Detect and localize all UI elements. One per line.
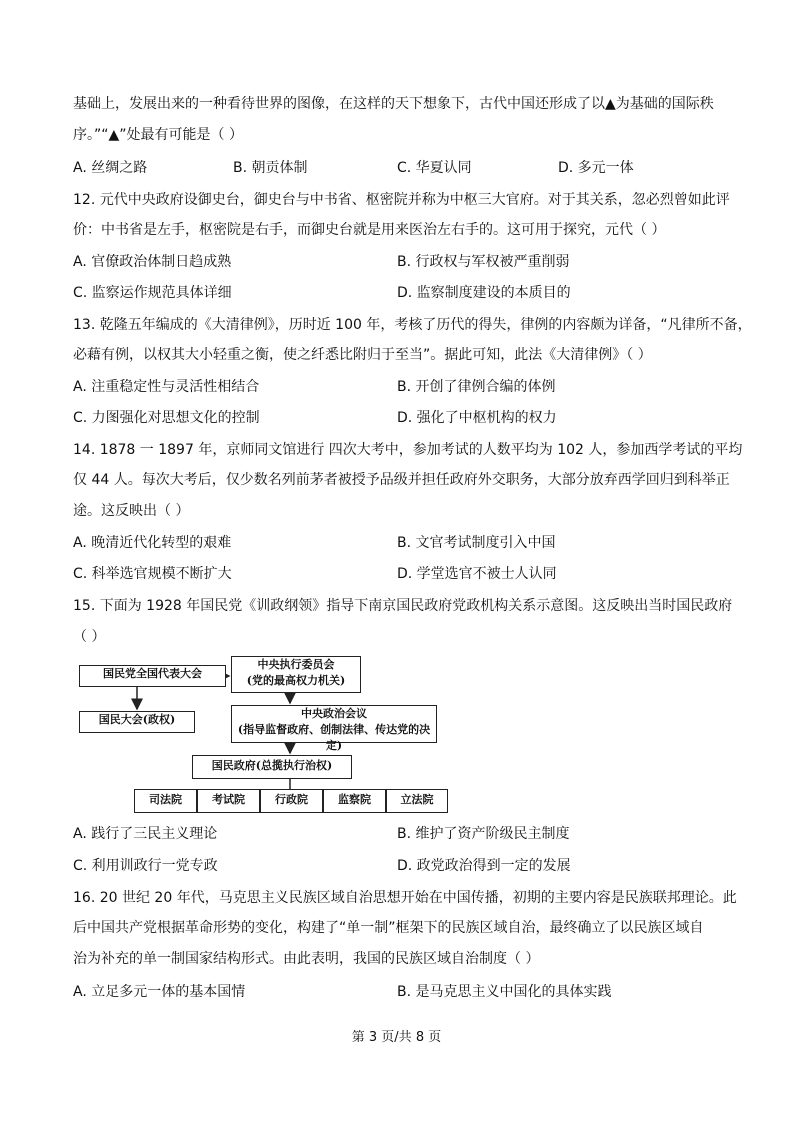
q12-option-d: D. 监察制度建设的本质目的 [397, 285, 571, 301]
q15-option-d: D. 政党政治得到一定的发展 [397, 858, 571, 874]
yuan-control-box: 监察院 [323, 789, 386, 813]
q14-option-b: B. 文官考试制度引入中国 [397, 535, 556, 551]
q13-text-line1: 13. 乾隆五年编成的《大清律例》，历时近 100 年，考核了历代的得失，律例的内容颇为详备，“凡律所不备， [73, 317, 752, 333]
cpc-title: 中央政治会议 [301, 707, 367, 720]
q12-option-c: C. 监察运作规范具体详细 [73, 285, 232, 301]
national-assembly-box: 国民大会(政权) [79, 711, 195, 733]
q12-text-line2: 价：中书省是左手，枢密院是右手，而御史台就是用来医治左右手的。这可用于探究，元代（ ） [73, 222, 666, 238]
q12-option-b: B. 行政权与军权被严重削弱 [397, 254, 570, 270]
q16-text-line1: 16. 20 世纪 20 年代，马克思主义民族区域自治思想开始在中国传播，初期的主要内容是民族联邦理论。此 [73, 890, 737, 906]
q11-option-c: C. 华夏认同 [397, 160, 472, 176]
q11-option-a: A. 丝绸之路 [73, 160, 148, 176]
q15-text-line2: （ ） [73, 629, 106, 645]
q14-text-line2: 仅 44 人。每次大考后，仅少数名列前茅者被授予品级并担任政府外交职务，大部分放弃西学回归到科举正 [73, 472, 730, 488]
q11-text-line2: 序。”“▲”处最有可能是（ ） [73, 127, 243, 143]
q14-option-d: D. 学堂选官不被士人认同 [397, 566, 557, 582]
q15-option-a: A. 践行了三民主义理论 [73, 826, 218, 842]
q15-text-line1: 15. 下面为 1928 年国民党《训政纲领》指导下南京国民政府党政机构关系示意图。这反映出当时国民政府 [73, 598, 733, 614]
q16-option-b: B. 是马克思主义中国化的具体实践 [397, 984, 612, 1000]
cec-box [231, 656, 361, 693]
q13-option-b: B. 开创了律例合编的体例 [397, 379, 556, 395]
q15-option-b: B. 维护了资产阶级民主制度 [397, 826, 570, 842]
party-congress-box: 国民党全国代表大会 [79, 665, 226, 687]
q14-text-line1: 14. 1878 一 1897 年，京师同文馆进行 四次大考中，参加考试的人数平均为 102 人，参加西学考试的平均 [73, 442, 743, 458]
cec-title: 中央执行委员会 [257, 658, 335, 671]
q12-option-a: A. 官僚政治体制日趋成熟 [73, 254, 232, 270]
q15-option-c: C. 利用训政行一党专政 [73, 858, 218, 874]
yuan-legislative-box: 立法院 [386, 789, 448, 813]
q13-option-d: D. 强化了中枢机构的权力 [397, 410, 557, 426]
q14-text-line3: 途。这反映出（ ） [73, 503, 190, 519]
q11-text-line1: 基础上，发展出来的一种看待世界的图像，在这样的天下想象下，古代中国还形成了以▲为基础的国际秩 [73, 96, 714, 112]
q16-option-a: A. 立足多元一体的基本国情 [73, 984, 246, 1000]
q13-option-a: A. 注重稳定性与灵活性相结合 [73, 379, 260, 395]
government-box: 国民政府(总揽执行治权) [192, 755, 352, 779]
q16-text-line3: 治为补充的单一制国家结构形式。由此表明，我国的民族区域自治制度（ ） [73, 951, 540, 967]
q11-option-b: B. 朝贡体制 [233, 160, 308, 176]
q13-option-c: C. 力图强化对思想文化的控制 [73, 410, 260, 426]
yuan-row [134, 789, 448, 813]
q11-option-d: D. 多元一体 [558, 160, 634, 176]
q13-text-line2: 必藉有例，以权其大小轻重之衡，使之纤悉比附归于至当”。据此可知，此法《大清律例》（ ） [73, 347, 652, 363]
page-number-footer: 第 3 页/共 8 页 [351, 1030, 442, 1045]
q14-option-a: A. 晚清近代化转型的艰难 [73, 535, 232, 551]
cec-subtitle: (党的最高权力机关) [246, 674, 346, 687]
q12-text-line1: 12. 元代中央政府设御史台，御史台与中书省、枢密院并称为中枢三大官府。对于其关系，忽必烈曾如此评 [73, 192, 730, 208]
cpc-box [231, 705, 437, 752]
q16-text-line2: 后中国共产党根据革命形势的变化，构建了“单一制”框架下的民族区域自治，最终确立了以民族区域自 [73, 920, 704, 936]
cpc-subtitle: (指导监督政府、创制法律、传达党的决定) [237, 723, 431, 752]
yuan-examination-box: 考试院 [197, 789, 260, 813]
yuan-executive-box: 行政院 [260, 789, 323, 813]
yuan-judicial-box: 司法院 [134, 789, 197, 813]
q14-option-c: C. 科举选官规模不断扩大 [73, 566, 232, 582]
